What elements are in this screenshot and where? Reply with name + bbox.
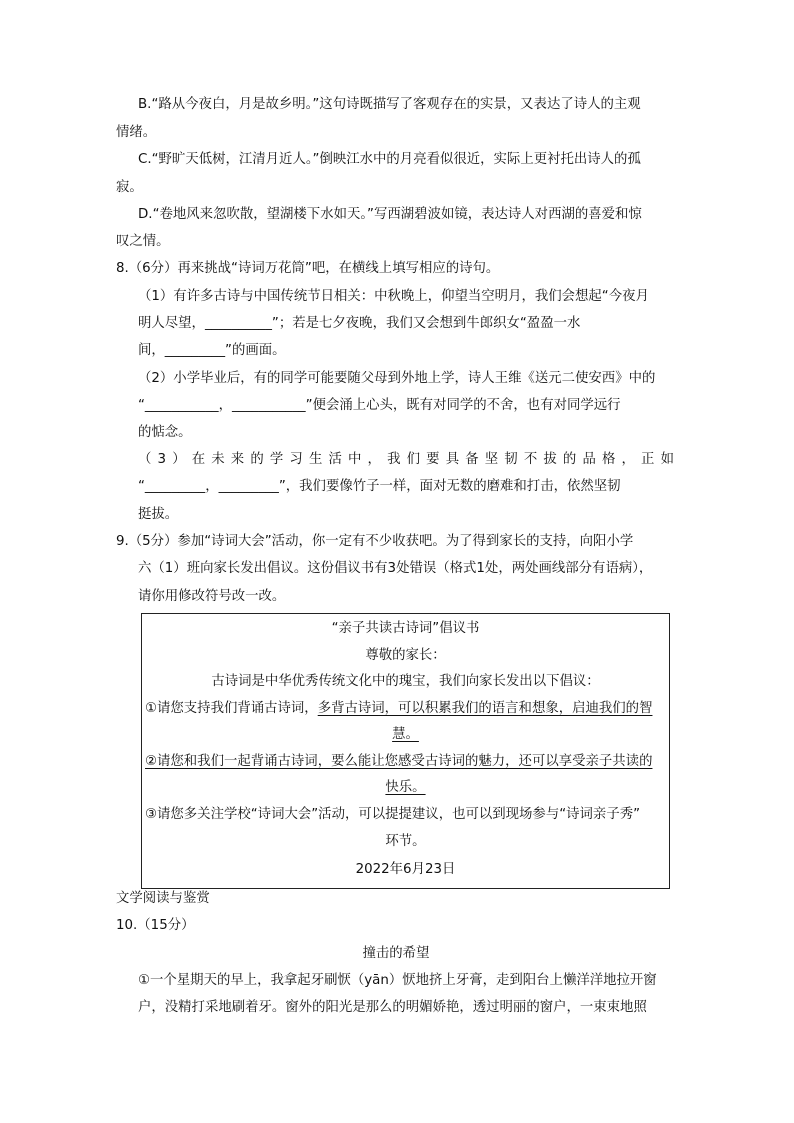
- letter-intro: 古诗词是中华优秀传统文化中的瑰宝，我们向家长发出以下倡议：: [211, 674, 600, 689]
- q10-para1-line1: ①一个星期天的早上，我拿起牙刷恹（yān）恹地挤上牙膏，走到阳台上懒洋洋地拉开窗: [138, 973, 657, 988]
- letter-salutation: 尊敬的家长：: [365, 648, 446, 663]
- section-title: 文学阅读与鉴赏: [116, 891, 210, 906]
- q8-part3-line3: 挺拔。: [138, 507, 179, 522]
- q10-passage-title: 撞击的希望: [362, 946, 430, 961]
- letter-item2-line2: 快乐。: [385, 780, 426, 795]
- q8-part2-line2: “___________，___________”便会涌上心头，既有对同学的不舍，也有对同学远行: [138, 398, 621, 413]
- letter-date: 2022年6月23日: [355, 862, 456, 877]
- letter-item1-line1: [145, 700, 652, 718]
- q8-part2-line3: 的惦念。: [138, 425, 192, 440]
- q7-option-d-line2: 叹之情。: [116, 234, 170, 249]
- q9-stem-line2: 六（1）班向家长发出倡议。这份倡议书有3处错误（格式1处，两处画线部分有语病），: [138, 561, 653, 576]
- letter-item3-line1: ③请您多关注学校“诗词大会”活动，可以提提建议，也可以到现场参与“诗词亲子秀”: [145, 807, 641, 822]
- q8-part1-line2: 明人尽望，__________”；若是七夕夜晚，我们又会想到牛郎织女“盈盈一水: [138, 316, 581, 331]
- letter-item1-underlined: 多背古诗词，可以积累我们的语言和想象，启迪我们的智: [317, 701, 653, 716]
- q8-part3-line2: “_________，_________”，我们要像竹子一样，面对无数的磨难和打击，依然坚韧: [138, 479, 621, 494]
- q7-option-c-line2: 寂。: [116, 180, 143, 195]
- q8-part1-line1: （1）有许多古诗与中国传统节日相关：中秋晚上，仰望当空明月，我们会想起“今夜月: [138, 289, 649, 304]
- q10-stem: 10.（15分）: [116, 918, 195, 933]
- letter-item3-line2: 环节。: [385, 834, 426, 849]
- q10-para1-line2: 户，没精打采地刷着牙。窗外的阳光是那么的明媚娇艳，透过明丽的窗户，一束束地照: [138, 1000, 647, 1015]
- letter-item1-line2: 慧。: [392, 727, 419, 742]
- q9-stem-line1: 9.（5分）参加“诗词大会”活动，你一定有不少收获吧。为了得到家长的支持，向阳小学: [116, 534, 634, 549]
- q9-stem-line3: 请你用修改符号改一改。: [138, 589, 286, 604]
- q8-part2-line1: （2）小学毕业后，有的同学可能要随父母到外地上学，诗人王维《送元二使安西》中的: [138, 371, 656, 386]
- q7-option-d-line1: D.“卷地风来忽吹散，望湖楼下水如天。”写西湖碧波如镜，表达诗人对西湖的喜爱和惊: [138, 207, 642, 222]
- q8-stem: 8.（6分）再来挑战“诗词万花筒”吧，在横线上填写相应的诗句。: [116, 261, 500, 276]
- q8-part1-line3: 间，_________”的画面。: [138, 343, 286, 358]
- letter-item1-plain: ①请您支持我们背诵古诗词，: [145, 701, 318, 716]
- proposal-letter-box: [141, 613, 670, 889]
- q7-option-b-line2: 情绪。: [116, 125, 157, 140]
- letter-item2-line1: ②请您和我们一起背诵古诗词，要么能让您感受古诗词的魅力，还可以享受亲子共读的: [145, 754, 653, 769]
- q7-option-c-line1: C.“野旷天低树，江清月近人。”倒映江水中的月亮看似很近，实际上更衬托出诗人的孤: [138, 152, 641, 167]
- letter-title: “亲子共读古诗词”倡议书: [331, 621, 480, 636]
- q7-option-b-line1: B.“路从今夜白，月是故乡明。”这句诗既描写了客观存在的实景，又表达了诗人的主观: [138, 97, 641, 112]
- q8-part3-line1: （3）在未来的学习生活中，我们要具备坚韧不拔的品格，正如: [138, 452, 674, 467]
